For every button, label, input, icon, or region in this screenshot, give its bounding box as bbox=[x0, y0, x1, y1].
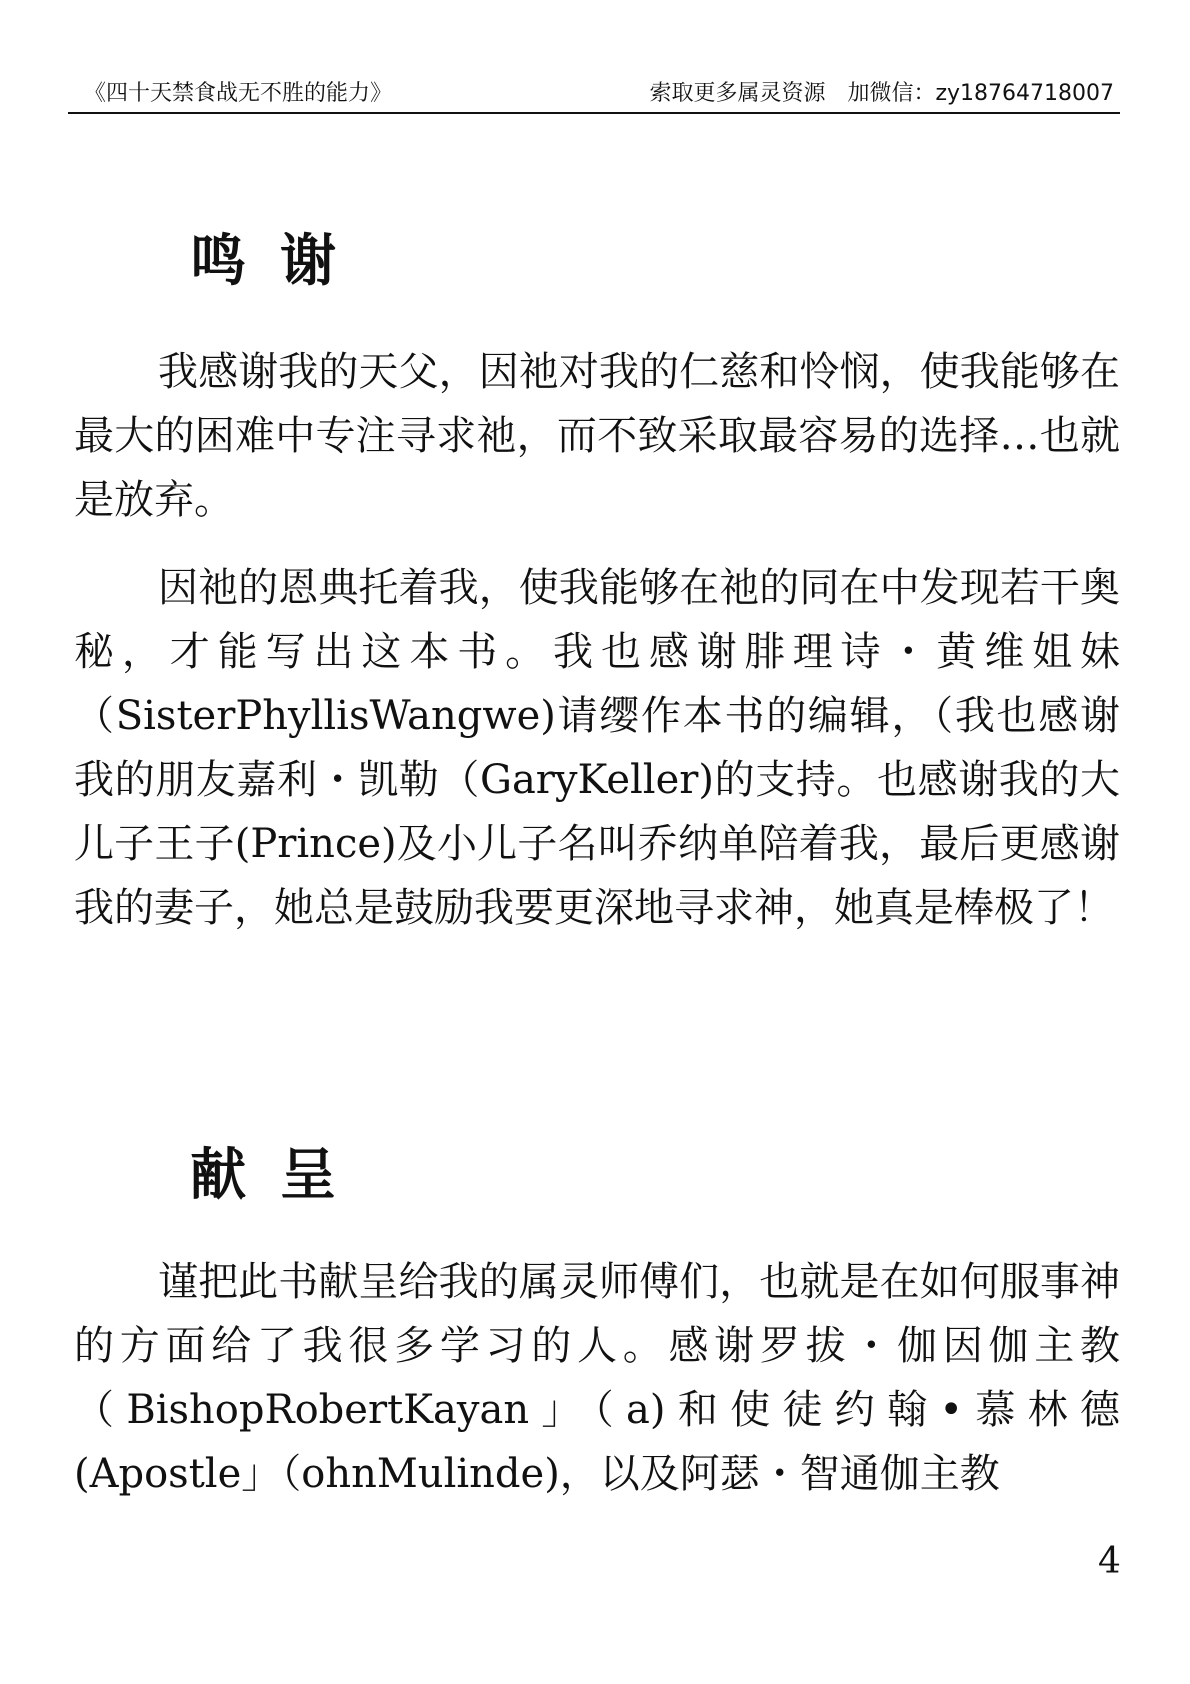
header-contact-info: 索取更多属灵资源 加微信：zy18764718007 bbox=[649, 81, 1114, 106]
dedication-paragraph-1: 谨把此书献呈给我的属灵师傅们，也就是在如何服事神的方面给了我很多学习的人。感谢罗拔・伽因伽主教（BishopRobertKayan」（a)和使徒约翰•慕林德(Apostle」（ohnMulinde)，以及阿瑟・智通伽主教 bbox=[74, 1259, 1120, 1497]
page-number: 4 bbox=[1098, 1541, 1121, 1582]
acknowledgements-paragraph-2: 因祂的恩典托着我，使我能够在祂的同在中发现若干奥秘，才能写出这本书。我也感谢腓理诗・黄维姐妹（SisterPhyllisWangwe)请缨作本书的编辑，（我也感谢我的朋友嘉利・凯勒（GaryKeller)的支持。也感谢我的大儿子王子(Prince)及小儿子名叫乔纳单陪着我，最后更感谢我的妻子，她总是鼓励我要更深地寻求神，她真是棒极了！ bbox=[74, 565, 1120, 931]
section-title-acknowledgements: 鸣谢 bbox=[190, 229, 370, 294]
section-title-dedication: 献呈 bbox=[190, 1143, 370, 1208]
acknowledgements-paragraph-1: 我感谢我的天父，因祂对我的仁慈和怜悯，使我能够在最大的困难中专注寻求祂，而不致采取最容易的选择…也就是放弃。 bbox=[74, 349, 1120, 523]
header-book-title: 《四十天禁食战无不胜的能力》 bbox=[84, 81, 393, 106]
running-header bbox=[68, 82, 1120, 114]
